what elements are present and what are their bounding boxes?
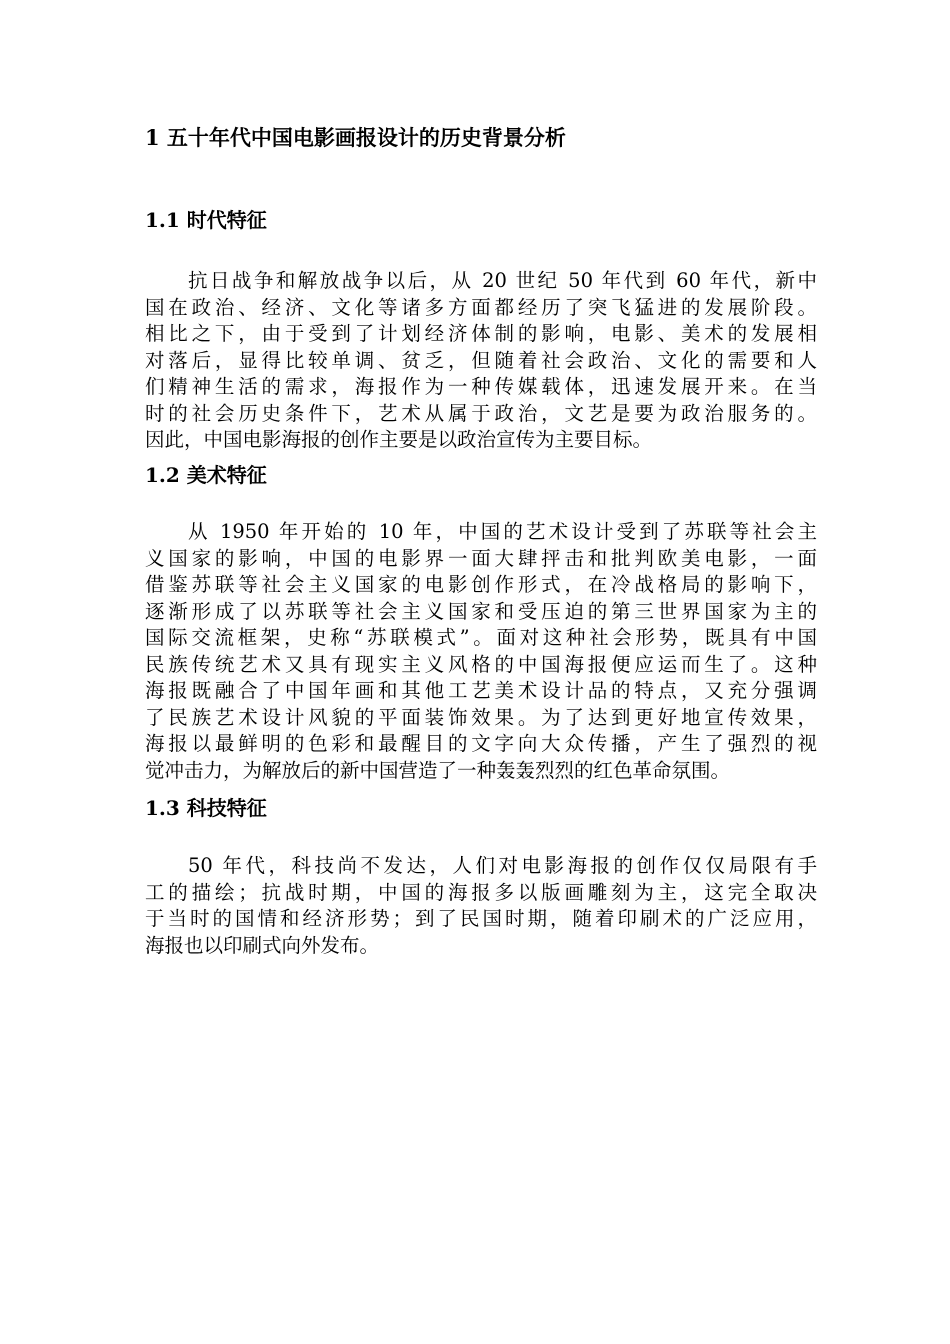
paragraph-line: 海报既融合了中国年画和其他工艺美术设计品的特点，又充分强调 — [145, 679, 817, 702]
paragraph-line: 觉冲击力，为解放后的新中国营造了一种轰轰烈烈的红色革命氛围。 — [145, 758, 731, 782]
paragraph-line: 时的社会历史条件下，艺术从属于政治，文艺是要为政治服务的。 — [145, 401, 817, 425]
paragraph-line: 海报也以印刷式向外发布。 — [145, 933, 380, 957]
paragraph-line: 逐渐形成了以苏联等社会主义国家和受压迫的第三世界国家为主的 — [145, 599, 817, 623]
paragraph-line: 因此，中国电影海报的创作主要是以政治宣传为主要目标。 — [145, 428, 653, 451]
section-heading-era: 1.1 时代特征 — [145, 208, 267, 232]
paragraph-line: 们精神生活的需求，海报作为一种传媒载体，迅速发展开来。在当 — [145, 375, 817, 398]
section-paragraph-technology — [145, 853, 817, 959]
paragraph-line: 海报以最鲜明的色彩和最醒目的文字向大众传播，产生了强烈的视 — [145, 732, 817, 755]
paragraph-line: 借鉴苏联等社会主义国家的电影创作形式，在冷战格局的影响下， — [145, 573, 817, 596]
section-heading-technology: 1.3 科技特征 — [145, 796, 267, 820]
document-title: 1 五十年代中国电影画报设计的历史背景分析 — [145, 125, 566, 150]
paragraph-line: 国在政治、经济、文化等诸多方面都经历了突飞猛进的发展阶段。 — [145, 295, 817, 319]
paragraph-line: 相比之下，由于受到了计划经济体制的影响，电影、美术的发展相 — [145, 322, 817, 345]
section-paragraph-era — [145, 268, 817, 454]
paragraph-line: 民族传统艺术又具有现实主义风格的中国海报便应运而生了。这种 — [145, 652, 817, 676]
section-heading-art: 1.2 美术特征 — [145, 463, 267, 487]
paragraph-line: 对落后，显得比较单调、贫乏，但随着社会政治、文化的需要和人 — [145, 348, 817, 372]
paragraph-line: 国际交流框架，史称“苏联模式”。面对这种社会形势，既具有中国 — [145, 626, 817, 649]
paragraph-line: 于当时的国情和经济形势；到了民国时期，随着印刷术的广泛应用， — [145, 907, 817, 930]
paragraph-line: 义国家的影响，中国的电影界一面大肆抨击和批判欧美电影，一面 — [145, 546, 817, 570]
paragraph-line: 50 年代，科技尚不发达，人们对电影海报的创作仅仅局限有手 — [188, 854, 817, 877]
paragraph-line: 了民族艺术设计风貌的平面装饰效果。为了达到更好地宣传效果， — [145, 705, 817, 729]
section-paragraph-art — [145, 519, 817, 784]
paragraph-line: 工的描绘；抗战时期，中国的海报多以版画雕刻为主，这完全取决 — [145, 880, 817, 904]
paragraph-line: 抗日战争和解放战争以后，从 20 世纪 50 年代到 60 年代，新中 — [188, 269, 817, 292]
paragraph-line: 从 1950 年开始的 10 年，中国的艺术设计受到了苏联等社会主 — [188, 520, 817, 543]
